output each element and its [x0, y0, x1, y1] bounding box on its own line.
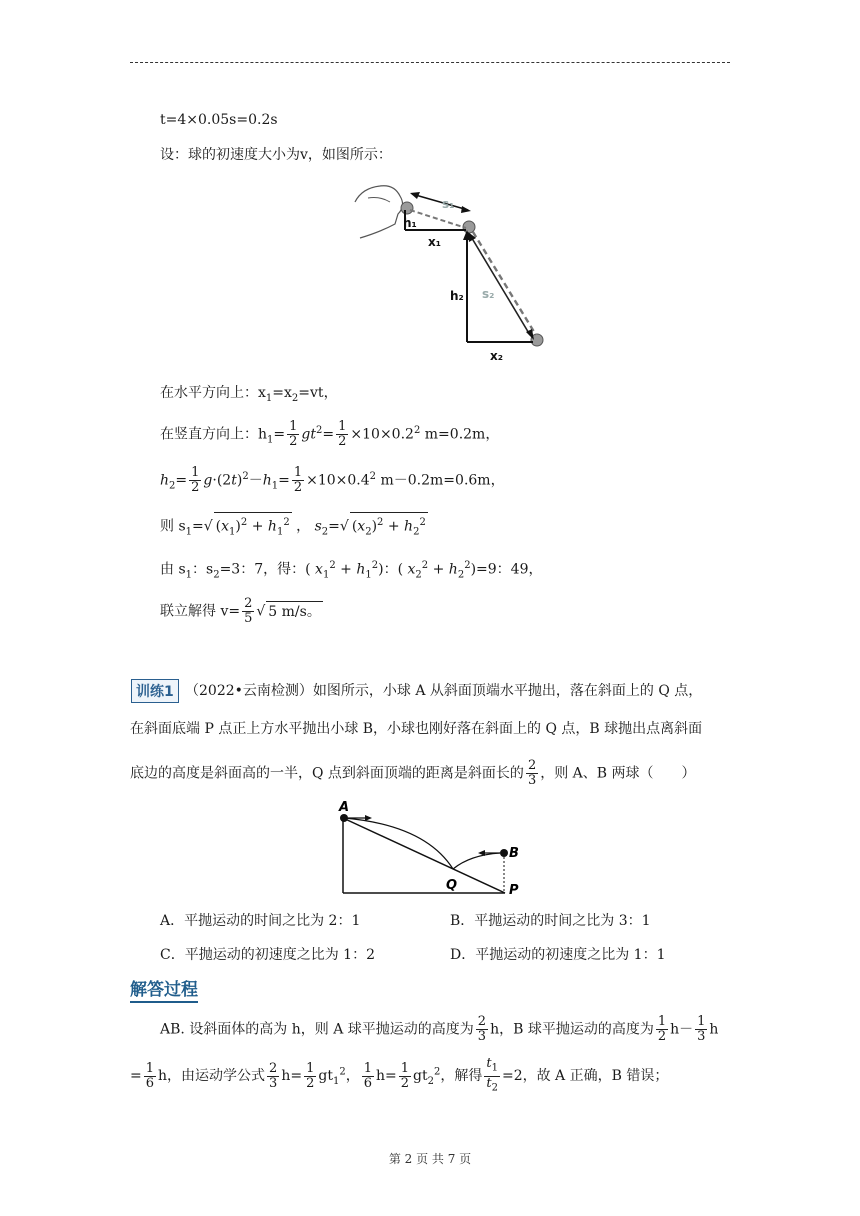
label-s1: s₁: [442, 197, 455, 211]
s-def-eq: 则 $s_1=√$ $(x_1)^2 + h_1^2$ ， $s_2=√$ $(x_2)^2 + h_2^2$: [160, 512, 428, 542]
incline-figure: [330, 795, 530, 900]
label-P: P: [509, 883, 519, 898]
setup-line: 设：球的初速度大小为v，如图所示：: [160, 147, 392, 163]
vertical-eq: 在竖直方向上：$h_1=$ $\frac{1}{2}$ $gt^2=$ $\frac{1}{2}$ $\times 10\times 0.2^2$ m=0.2m，: [160, 419, 500, 449]
exercise-line2: 在斜面底端 P 点正上方水平抛出小球 B，小球也刚好落在斜面上的 Q 点，B 球抛出点离斜面: [130, 721, 703, 737]
label-A: A: [339, 800, 350, 815]
header-rule: [130, 62, 730, 63]
exercise-tag: 训练1: [131, 679, 179, 703]
label-x1: x₁: [428, 235, 441, 249]
exercise-line1: （2022•云南检测）如图所示，小球 A 从斜面顶端水平抛出，落在斜面上的 Q 点，: [185, 683, 703, 699]
label-h2: h₂: [450, 289, 464, 303]
h2-eq: $h_2=$ $\frac{1}{2}$ $g\cdot(2t)^2-h_1=$ $\frac{1}{2}$ $\times 10\times 0.4^2$ m－0.2m=0.6m，: [160, 465, 505, 495]
solution-heading: 解答过程: [130, 975, 198, 1003]
exercise-line3: 底边的高度是斜面高的一半，Q 点到斜面顶端的距离是斜面长的 $\frac{2}{3}$ ，则 A、B 两球（ ）: [130, 758, 696, 788]
option-b[interactable]: B．平抛运动的时间之比为 3：1: [450, 913, 651, 929]
projectile-figure: [350, 180, 550, 370]
solution-line2: = $\frac{1}{6}$ h，由运动学公式 $\frac{2}{3}$ h= $\frac{1}{2}$ $gt_1^2$， $\frac{1}{6}$ h= $\frac{1}{2}$ $gt_2^2$，解得 $\frac{t_1}{t_2}$ =2，故 A 正确，B 错误；: [130, 1056, 669, 1094]
time-line: t=4×0.05s=0.2s: [160, 112, 278, 128]
option-d[interactable]: D．平抛运动的初速度之比为 1：1: [450, 947, 666, 963]
ratio-eq: 由 $s_1$：$s_2=3$：7，得：( $x_1^2 + h_1^2$)：( $x_2^2 + h_2^2)=9$：49，: [160, 560, 543, 581]
option-c[interactable]: C．平抛运动的初速度之比为 1：2: [160, 947, 375, 963]
horizontal-eq: 在水平方向上：$x_1=x_2=vt$，: [160, 385, 338, 404]
label-B: B: [509, 846, 519, 861]
label-h1: h₁: [403, 216, 417, 230]
page-footer: 第 2 页 共 7 页: [388, 1152, 472, 1166]
label-Q: Q: [446, 878, 458, 893]
label-s2: s₂: [482, 287, 495, 301]
solution-line1: AB. 设斜面体的高为 h，则 A 球平抛运动的高度为 $\frac{2}{3}$ h，B 球平抛运动的高度为 $\frac{1}{2}$ h－ $\frac{1}{3}$ h: [160, 1014, 719, 1044]
solve-eq: 联立解得 v= $\frac{2}{5}$ √ 5 m/s。: [160, 596, 321, 626]
label-x2: x₂: [490, 349, 503, 363]
option-a[interactable]: A．平抛运动的时间之比为 2：1: [160, 913, 361, 929]
